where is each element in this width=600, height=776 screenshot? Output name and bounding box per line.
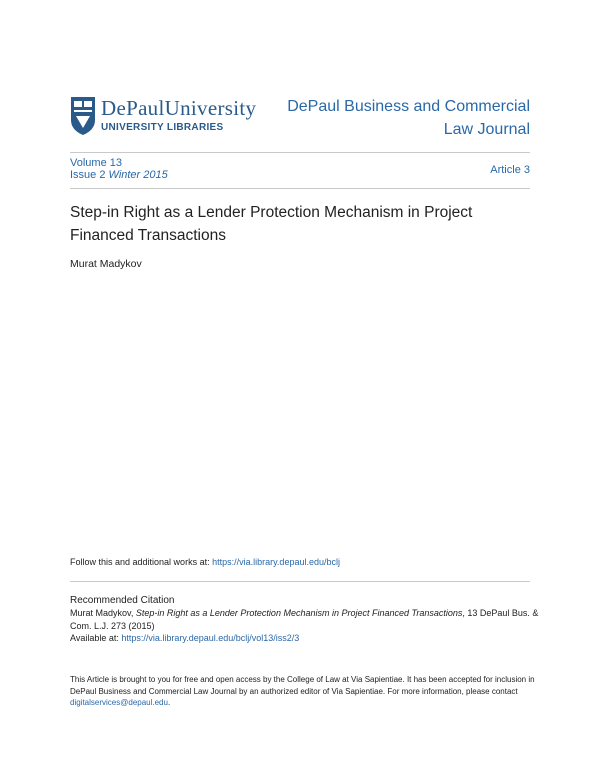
issue-link[interactable]: Issue 2 <box>70 169 106 181</box>
citation-title: Step-in Right as a Lender Protection Mechanism in Project Financed Transactions <box>135 608 463 618</box>
depaul-logo <box>70 96 285 140</box>
follow-line <box>70 557 340 567</box>
available-label: Available at: <box>70 633 122 643</box>
logo-subtitle: UNIVERSITY LIBRARIES <box>101 122 224 133</box>
contact-email-link[interactable]: digitalservices@depaul.edu <box>70 698 168 707</box>
issue-season[interactable]: Winter 2015 <box>108 169 168 181</box>
citation-heading: Recommended Citation <box>70 595 175 606</box>
access-notice <box>70 674 540 709</box>
volume-info[interactable] <box>70 157 168 181</box>
journal-title-line1[interactable]: DePaul Business and Commercial <box>287 98 530 115</box>
citation-body <box>70 607 540 645</box>
citation-rest: , 13 DePaul Bus. & Com. L.J. 273 (2015) <box>70 608 539 631</box>
available-link[interactable]: https://via.library.depaul.edu/bclj/vol13/iss2/3 <box>121 633 300 643</box>
logo-name: DePaulUniversity <box>101 96 257 120</box>
paper-author: Murat Madykov <box>70 258 142 270</box>
journal-title-line2[interactable]: Law Journal <box>443 121 530 138</box>
shield-icon <box>70 96 96 136</box>
paper-title: Step-in Right as a Lender Protection Mechanism in Project Financed Transactions <box>70 204 473 244</box>
top-divider <box>70 152 530 153</box>
follow-text: Follow this and additional works at: <box>70 557 213 567</box>
citation-author: Murat Madykov, <box>70 608 136 618</box>
volume-link[interactable]: Volume 13 <box>70 157 122 169</box>
issue-divider <box>70 188 530 189</box>
journal-title[interactable] <box>280 95 530 141</box>
notice-end: . <box>167 698 171 707</box>
notice-text: This Article is brought to you for free and open access by the College of Law at Via Sapientiae. It has been accepted for inclusion in DePaul Business and Commercial Law Journal by an authorized editor of Via Sapientiae. For more information, please contact <box>70 675 535 696</box>
citation-divider <box>70 581 530 582</box>
article-number[interactable]: Article 3 <box>490 164 530 176</box>
follow-link[interactable]: https://via.library.depaul.edu/bclj <box>212 557 340 567</box>
